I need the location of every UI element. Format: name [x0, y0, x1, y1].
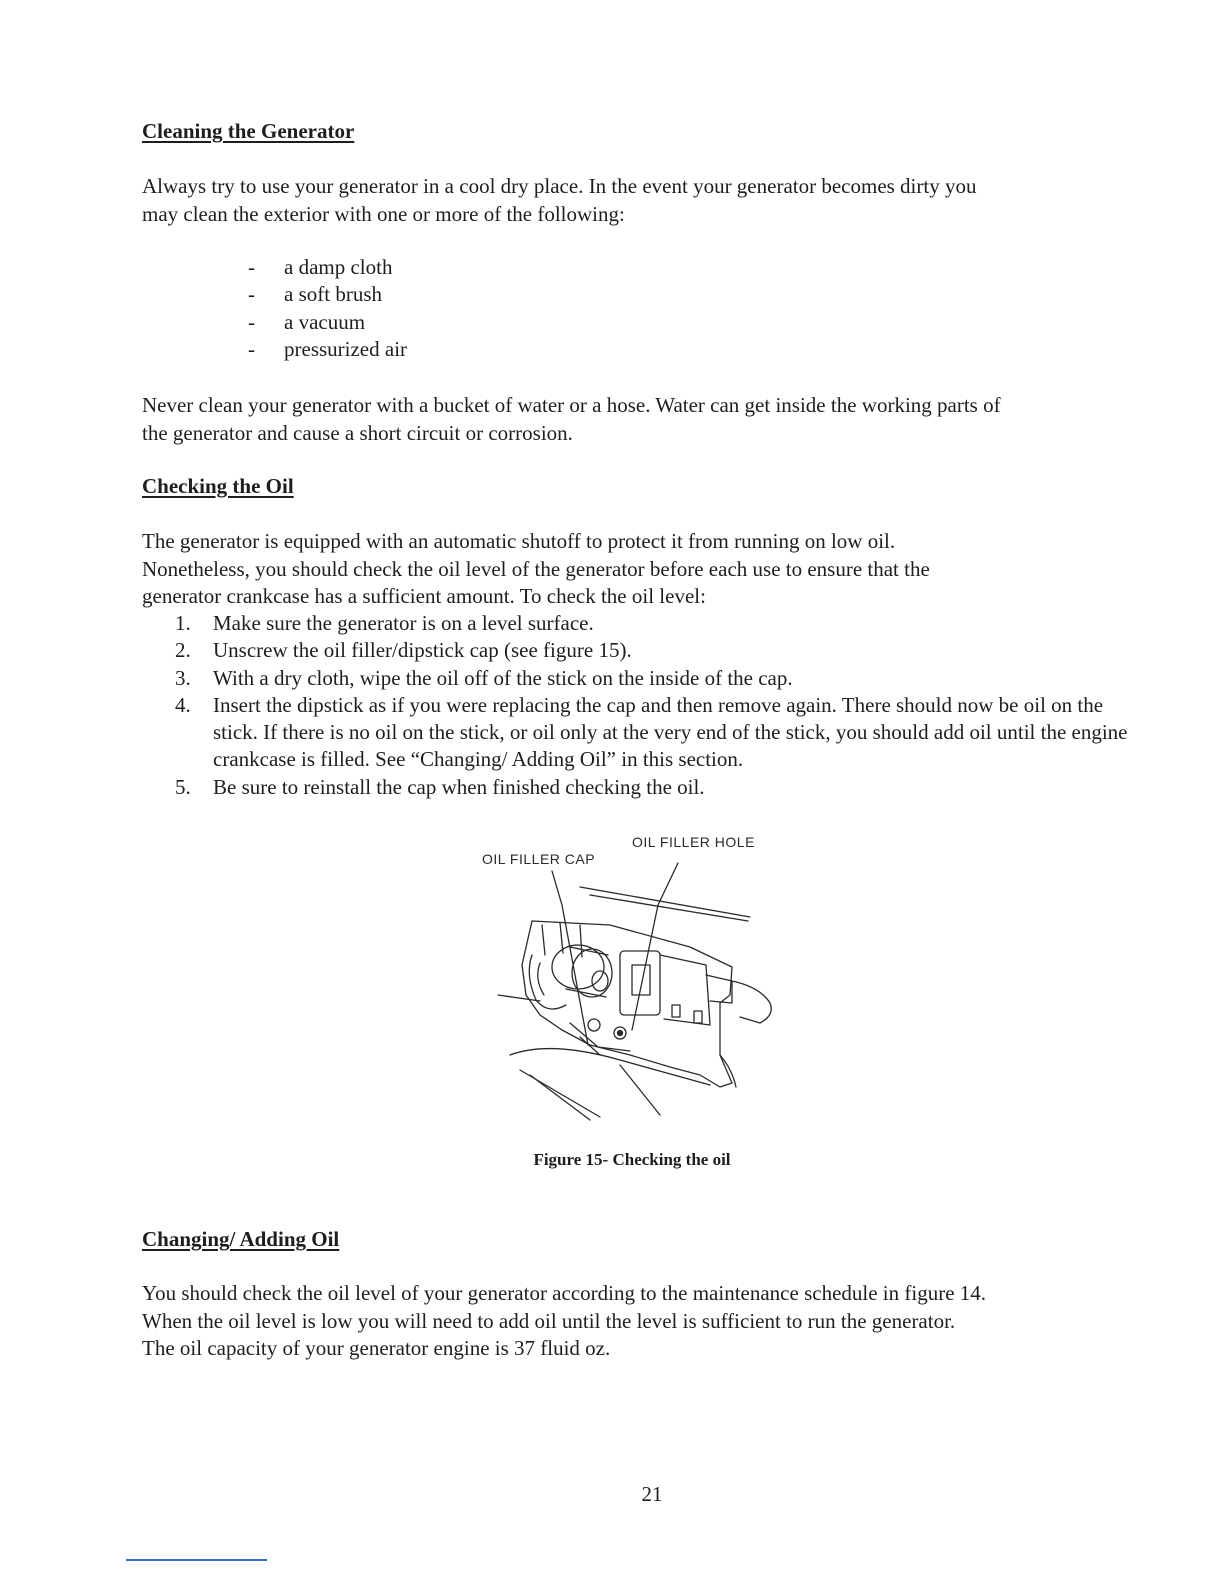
step-number: 1.: [175, 611, 191, 635]
list-item: - a soft brush: [248, 281, 407, 308]
step-number: 4.: [175, 692, 191, 717]
figure-label-oil-filler-cap: OIL FILLER CAP: [482, 851, 596, 867]
step-number: 3.: [175, 665, 191, 690]
cleaning-intro-line-1: Always try to use your generator in a cool dry place. In the event your generator becomes dirty you: [142, 174, 977, 198]
changing-line-2: When the oil level is low you will need to add oil until the level is sufficient to run the generator.: [142, 1308, 956, 1333]
cleaning-warning-line-1: Never clean your generator with a bucket of water or a hose. Water can get inside the working parts of: [142, 393, 1001, 417]
cleaning-methods-list: [248, 254, 407, 363]
oil-filler-hole-shape: [620, 951, 660, 1015]
leader-line-cap: [552, 871, 588, 1045]
figure-label-oil-filler-hole: OIL FILLER HOLE: [632, 834, 755, 850]
cleaning-intro-line-2: may clean the exterior with one or more of the following:: [142, 201, 625, 226]
list-item: - a damp cloth: [248, 254, 407, 281]
step-item: [175, 637, 1135, 664]
list-item: - pressurized air: [248, 336, 407, 363]
heading-checking-oil: Checking the Oil: [142, 474, 294, 498]
leader-line-hole: [632, 863, 678, 1030]
checking-intro: [142, 528, 1132, 611]
step-item: [175, 610, 1135, 637]
checking-intro-line-3: generator crankcase has a sufficient amount. To check the oil level:: [142, 584, 706, 608]
oil-filler-illustration: [470, 855, 790, 1125]
list-item: - a vacuum: [248, 309, 407, 336]
oil-check-steps: [175, 610, 1135, 801]
changing-line-1: You should check the oil level of your generator according to the maintenance schedule in figure 14.: [142, 1281, 987, 1305]
step-text: With a dry cloth, wipe the oil off of the stick on the inside of the cap.: [213, 665, 793, 690]
figure-caption: Figure 15- Checking the oil: [533, 1150, 731, 1169]
changing-line-3: The oil capacity of your generator engine is 37 fluid oz.: [142, 1336, 611, 1360]
cleaning-warning: [142, 392, 1142, 447]
checking-intro-line-2: Nonetheless, you should check the oil level of the generator before each use to ensure that the: [142, 556, 930, 581]
step-item: [175, 774, 1135, 801]
oil-filler-cap-shape: [552, 945, 604, 989]
checking-intro-line-1: The generator is equipped with an automatic shutoff to protect it from running on low oil.: [142, 529, 896, 553]
step-text: Be sure to reinstall the cap when finished checking the oil.: [213, 774, 705, 799]
step-text: Insert the dipstick as if you were replacing the cap and then remove again. There should now be oil on the stick. If there is no oil on the stick, or oil only at the very end of the stick, you should add oil until the engine crankcase is filled. See “Changing/ Adding Oil” in this section.: [213, 692, 1128, 772]
page-number: 21: [641, 1482, 663, 1506]
step-number: 5.: [175, 774, 191, 799]
step-text: Unscrew the oil filler/dipstick cap (see figure 15).: [213, 638, 632, 663]
footer-rule: [126, 1559, 267, 1561]
step-text: Make sure the generator is on a level surface.: [213, 611, 594, 635]
step-item: [175, 665, 1135, 692]
heading-changing-oil: Changing/ Adding Oil: [142, 1227, 340, 1251]
heading-cleaning: Cleaning the Generator: [142, 119, 355, 143]
changing-oil-paragraph: [142, 1280, 1132, 1363]
cleaning-intro: [142, 173, 1132, 228]
step-number: 2.: [175, 638, 191, 663]
step-item: [175, 692, 1135, 774]
cleaning-warning-line-2: the generator and cause a short circuit or corrosion.: [142, 420, 573, 445]
